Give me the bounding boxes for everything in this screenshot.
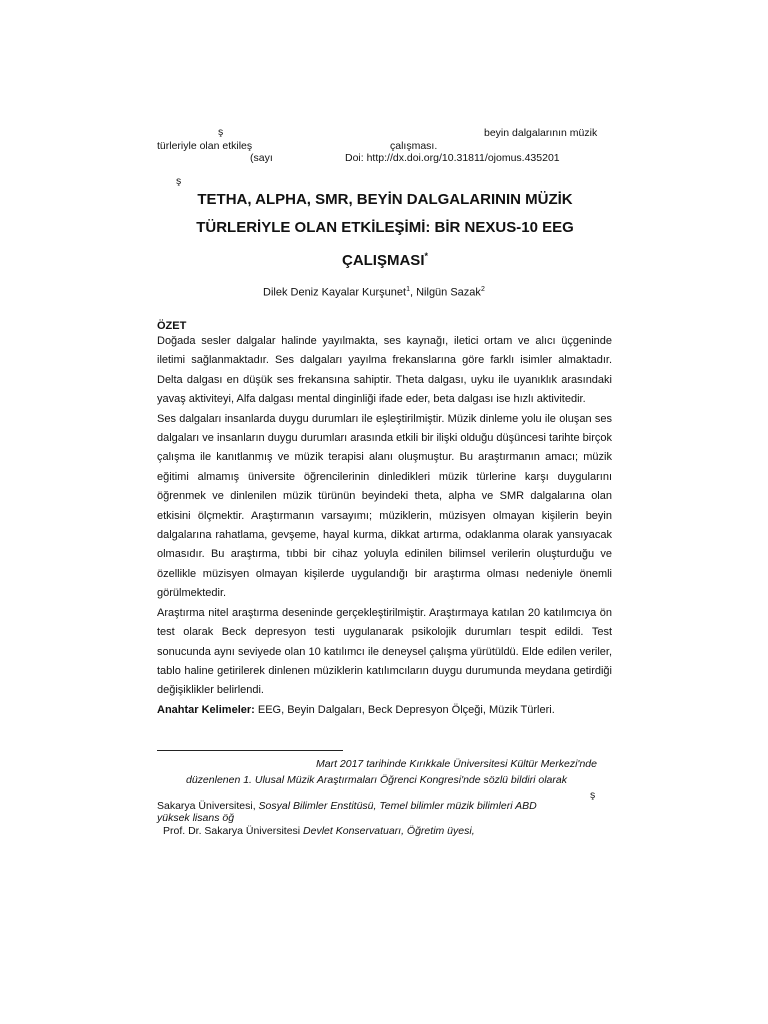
title-line-1: TETHA, ALPHA, SMR, BEYİN DALGALARININ MÜZİK — [197, 191, 573, 208]
footnote-star-line-1: Mart 2017 tarihinde Kırıkkale Üniversitesi Kültür Merkezi'nde — [316, 758, 597, 770]
footnote-1-plain: Sakarya Üniversitesi, — [157, 800, 259, 812]
abstract-paragraph-1: Doğada sesler dalgalar halinde yayılmakta, ses kaynağı, iletici ortam ve alıcı üçgeninde iletimi sağlanmaktadır. Ses dalgaları yayılma frekanslarına göre farklı isimler almaktadır. Delta dalgası en düşük ses frekansına sahiptir. Theta dalgası, uyku ile uyanıklık arasındaki yavaş aktiviteyi, Alfa dalgası mental dinginliği ifade eder, beta dalgası ise hızlı aktivitedir. — [157, 335, 612, 406]
keywords-text: EEG, Beyin Dalgaları, Beck Depresyon Ölçeği, Müzik Türleri. — [254, 703, 555, 716]
keywords-label: Anahtar Kelimeler: — [157, 703, 255, 716]
title-line-2: TÜRLERİYLE OLAN ETKİLEŞİMİ: BİR NEXUS-10 EEG — [196, 219, 574, 236]
keywords-line — [157, 701, 612, 720]
abstract-body — [157, 332, 612, 720]
header-glyph-2: ş — [176, 175, 182, 187]
footnote-2-plain: Prof. Dr. Sakarya Üniversitesi — [163, 825, 304, 837]
title-line-3-text: ÇALIŞMASI — [341, 252, 425, 269]
author-1-sup: 1 — [406, 286, 410, 293]
header-glyph: ş — [218, 126, 224, 138]
title-footnote-marker: * — [424, 251, 428, 261]
author-2-sup: 2 — [480, 286, 485, 293]
title-line-3 — [150, 242, 620, 275]
doi-link[interactable]: Doi: http://dx.doi.org/10.31811/ojomus.435201 — [345, 152, 560, 164]
header-line2-right: çalışması. — [390, 140, 438, 152]
article-title — [150, 186, 620, 275]
author-separator: , — [409, 286, 417, 299]
footnote-star-line-2: düzenlenen 1. Ulusal Müzik Araştırmaları Öğrenci Kongresi'nde sözlü bildiri olarak — [186, 774, 567, 786]
abstract-paragraph-3: Araştırma nitel araştırma deseninde gerçekleştirilmiştir. Araştırmaya katılan 20 katılımcıya ön test olarak Beck depresyon testi uygulanarak psikolojik durumları tespit edildi. Test sonucunda aynı seviyede olan 10 katılımcı ile deneysel çalışma yürütüldü. Elde edilen veriler, tablo haline getirilerek dinlenen müziklerin katılımcıların duygu durumunda meydana getirdiği değişiklikler belirlendi. — [157, 606, 612, 697]
header-fragment-right: beyin dalgalarının müzik — [484, 127, 598, 139]
footnote-1-line-2: yüksek lisans öğ — [157, 812, 235, 824]
footnote-2 — [163, 825, 475, 837]
footnote-1 — [157, 800, 537, 812]
footnote-2-italic: Devlet Konservatuarı, Öğretim üyesi, — [303, 825, 475, 837]
authors — [263, 286, 485, 299]
header-line2-left: türleriyle olan etkileş — [157, 140, 253, 152]
abstract-heading: ÖZET — [157, 320, 187, 332]
author-2: Nilgün Sazak — [416, 286, 481, 299]
footnote-1-italic: Sosyal Bilimler Enstitüsü, Temel bilimler müzik bilimleri ABD — [258, 800, 537, 812]
footnote-divider — [157, 750, 343, 751]
author-1: Dilek Deniz Kayalar Kurşunet — [263, 286, 407, 299]
footnote-glyph: ş — [590, 789, 596, 801]
header-line3-left: (sayı — [250, 152, 273, 164]
abstract-paragraph-2: Ses dalgaları insanlarda duygu durumları ile eşleştirilmiştir. Müzik dinleme yolu ile oluşan ses dalgaları ve insanların duygu durumları arasında etkili bir ilişki olduğu düşüncesi tarihte birçok çalışma ile kanıtlanmış ve müzik terapisi alanı oluşmuştur. Bu araştırmanın amacı; müzik eğitimi almamış üniversite öğrencilerinin dinledikleri müzik türlerine karşı duygularını öğrenmek ve dinlenilen müzik türünün beyindeki theta, alpha ve SMR dalgalarına olan etkisini ölçmektir. Araştırmanın varsayımı; müziklerin, müzisyen olmayan kişilerin beyin dalgalarına rahatlama, gevşeme, hayal kurma, dikkat artırma, odaklanma olarak yansıyacak olmasıdır. Bu araştırma, tıbbi bir cihaz yoluyla edinilen bilimsel verilerin oluşturduğu ve özellikle müzisyen olmayan kişilerde uygulandığı bir araştırma olması nedeniyle önemli görülmektedir. — [157, 412, 612, 600]
